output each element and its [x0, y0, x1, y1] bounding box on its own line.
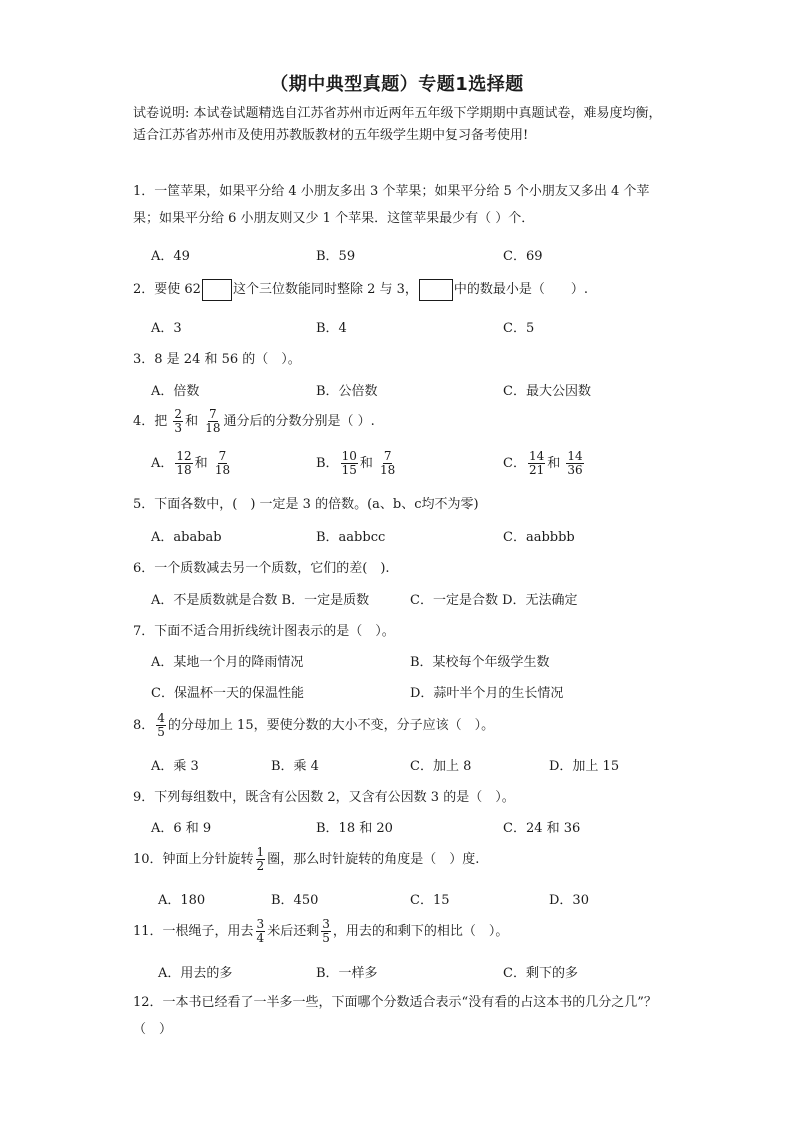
answer-blank-box: [419, 279, 453, 301]
fraction: $\frac{14}{21}$: [528, 449, 545, 477]
q1-option-a[interactable]: A．49: [151, 249, 190, 264]
question-6: 6．一个质数减去另一个质数，它们的差( ).: [133, 561, 390, 576]
q1-option-c[interactable]: C．69: [503, 249, 543, 264]
question-12: 12．一本书已经看了一半多一些，下面哪个分数适合表示“没有看的占这本书的几分之几”？（ ）: [133, 995, 657, 1037]
q2-text-2: 这个三位数能同时整除 2 与 3，: [232, 282, 418, 297]
question-8: 8． $\frac{4}{5}$ 的分母加上 15，要使分数的大小不变，分子应该（ ）。: [133, 711, 495, 739]
q10-option-a[interactable]: A．180: [158, 893, 206, 908]
fraction: $\frac{14}{36}$: [567, 449, 583, 477]
q5-option-b[interactable]: B．aabbcc: [316, 530, 386, 545]
fraction: $\frac{7}{18}$: [214, 449, 231, 477]
q3-option-b[interactable]: B．公倍数: [316, 384, 378, 399]
question-5: 5．下面各数中，( ) 一定是 3 的倍数。(a、b、c均不为零): [133, 497, 479, 512]
page-title: （期中典型真题）专题1选择题: [270, 74, 524, 95]
q8-option-c[interactable]: C．加上 8: [410, 759, 472, 774]
fraction: $\frac{7}{18}$: [205, 407, 221, 435]
q4-text-1: 4．把: [133, 414, 168, 429]
q6-option-ab[interactable]: A．不是质数就是合数 B．一定是质数: [151, 593, 370, 608]
q7-option-a[interactable]: A．某地一个月的降雨情况: [151, 655, 304, 670]
q11-option-b[interactable]: B．一样多: [316, 966, 378, 981]
q3-option-c[interactable]: C．最大公因数: [503, 384, 591, 399]
question-9: 9．下列每组数中，既含有公因数 2，又含有公因数 3 的是（ ）。: [133, 790, 515, 805]
q9-option-b[interactable]: B．18 和 20: [316, 821, 393, 836]
q8-option-a[interactable]: A．乘 3: [151, 759, 199, 774]
fraction: $\frac{3}{5}$: [322, 917, 330, 945]
q8-option-d[interactable]: D．加上 15: [549, 759, 620, 774]
q2-option-b[interactable]: B．4: [316, 321, 347, 336]
q4-option-a[interactable]: A． $\frac{12}{18}$ 和 $\frac{7}{18}$: [151, 449, 231, 477]
q2-text-3: 中的数最小是（ ）.: [453, 282, 589, 297]
question-11: 11．一根绳子，用去 $\frac{3}{4}$ 米后还剩 $\frac{3}{5}$ ，用去的和剩下的相比（ ）。: [133, 917, 509, 945]
exam-description: 试卷说明: 本试卷试题精选自江苏省苏州市近两年五年级下学期期中真题试卷，难易度均衡，适合江苏省苏州市及使用苏教版教材的五年级学生期中复习备考使用!: [133, 106, 662, 143]
q11-option-a[interactable]: A．用去的多: [158, 966, 233, 981]
q2-option-c[interactable]: C．5: [503, 321, 535, 336]
question-4: [133, 408, 375, 435]
q2-text-1: 2．要使 62: [133, 282, 201, 297]
q7-option-c[interactable]: C．保温杯一天的保温性能: [151, 686, 304, 701]
q7-option-b[interactable]: B．某校每个年级学生数: [410, 655, 550, 670]
answer-blank-box: [202, 279, 232, 301]
fraction: $\frac{1}{2}$: [256, 845, 265, 873]
question-7: 7．下面不适合用折线统计图表示的是（ ）。: [133, 624, 395, 639]
fraction: $\frac{4}{5}$: [157, 711, 165, 739]
question-10: 10．钟面上分针旋转 $\frac{1}{2}$ 圈，那么时针旋转的角度是（ ）度.: [133, 845, 480, 873]
q3-option-a[interactable]: A．倍数: [151, 384, 200, 399]
question-3: 3．8 是 24 和 56 的（ ）。: [133, 352, 301, 367]
question-1: 1．一筐苹果，如果平分给 4 小朋友多出 3 个苹果；如果平分给 5 个小朋友又多出 4 个苹果；如果平分给 6 小朋友则又少 1 个苹果．这筐苹果最少有（ ）个．: [133, 184, 650, 226]
fraction: $\frac{10}{15}$: [341, 449, 357, 477]
q1-option-b[interactable]: B．59: [316, 249, 356, 264]
fraction: $\frac{7}{18}$: [380, 449, 396, 477]
q4-text-3: 通分后的分数分别是（ ）.: [223, 414, 375, 429]
q10-option-c[interactable]: C．15: [410, 893, 450, 908]
q4-option-c[interactable]: C． $\frac{14}{21}$ 和 $\frac{14}{36}$: [503, 449, 583, 477]
q6-option-cd[interactable]: C．一定是合数 D．无法确定: [410, 593, 578, 608]
question-2: [133, 278, 588, 301]
q2-option-a[interactable]: A．3: [151, 321, 182, 336]
fraction: $\frac{2}{3}$: [174, 407, 183, 435]
q10-option-d[interactable]: D．30: [549, 893, 589, 908]
q5-option-c[interactable]: C．aabbbb: [503, 530, 575, 545]
q10-option-b[interactable]: B．450: [271, 893, 319, 908]
fraction: $\frac{3}{4}$: [256, 917, 265, 945]
q9-option-c[interactable]: C．24 和 36: [503, 821, 581, 836]
q7-option-d[interactable]: D．蒜叶半个月的生长情况: [410, 686, 564, 701]
q9-option-a[interactable]: A．6 和 9: [151, 821, 212, 836]
q4-option-b[interactable]: B． $\frac{10}{15}$ 和 $\frac{7}{18}$: [316, 449, 396, 477]
q8-option-b[interactable]: B．乘 4: [271, 759, 319, 774]
fraction: $\frac{12}{18}$: [176, 449, 192, 477]
q5-option-a[interactable]: A．ababab: [151, 530, 222, 545]
q4-text-2: 和: [185, 414, 199, 429]
q11-option-c[interactable]: C．剩下的多: [503, 966, 578, 981]
